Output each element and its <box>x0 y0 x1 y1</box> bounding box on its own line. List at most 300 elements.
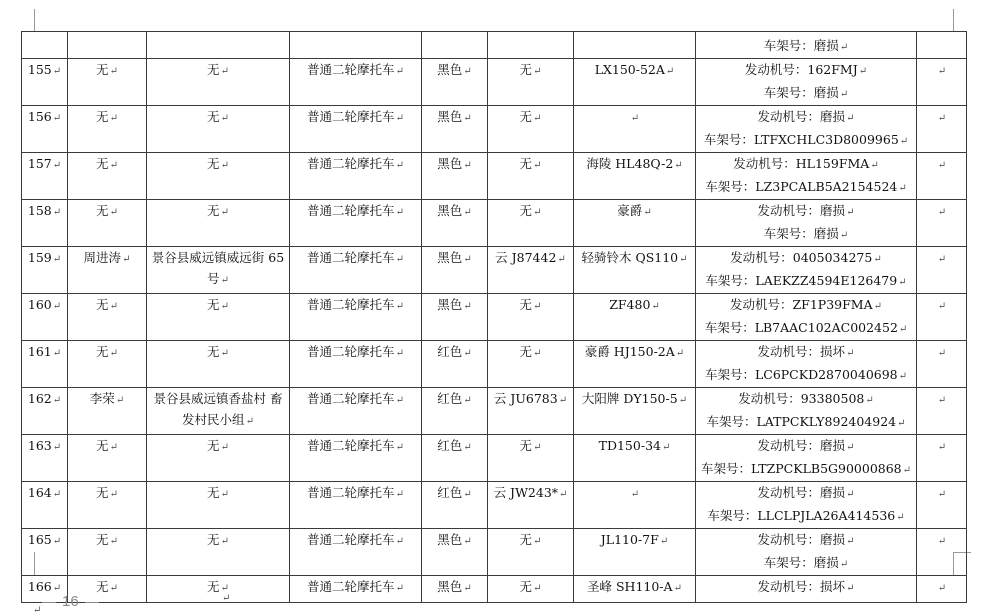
vin-line <box>698 82 914 105</box>
return-arrow-icon: ↵ <box>395 583 404 594</box>
cell-color-text: 黑色 <box>437 62 463 77</box>
cell-color <box>422 435 488 482</box>
cell-extra <box>917 576 967 603</box>
return-arrow-icon: ↵ <box>898 277 907 288</box>
cell-type <box>290 247 422 294</box>
cell-engine-vin <box>696 435 917 482</box>
engine-text: 发动机号：93380508 <box>738 391 865 406</box>
cell-owner <box>68 32 147 59</box>
cell-address <box>147 388 290 435</box>
cell-owner <box>68 59 147 106</box>
return-arrow-icon: ↵ <box>109 442 118 453</box>
return-arrow-icon: ↵ <box>839 89 849 100</box>
return-arrow-icon: ↵ <box>533 160 542 171</box>
cell-owner-text: 无 <box>96 344 109 359</box>
return-arrow-icon: ↵ <box>937 113 947 124</box>
return-arrow-icon: ↵ <box>937 301 947 312</box>
cell-address-text: 无 <box>207 109 220 124</box>
cell-color-text: 红色 <box>437 485 463 500</box>
return-arrow-icon: ↵ <box>220 583 229 594</box>
return-arrow-icon: ↵ <box>463 207 472 218</box>
return-arrow-icon: ↵ <box>463 301 472 312</box>
return-arrow-icon: ↵ <box>52 395 62 406</box>
return-arrow-icon: ↵ <box>533 301 542 312</box>
return-arrow-icon: ↵ <box>463 348 472 359</box>
cell-owner-text: 无 <box>96 485 109 500</box>
engine-line <box>698 153 914 176</box>
return-arrow-icon: ↵ <box>899 136 909 147</box>
return-arrow-icon: ↵ <box>52 442 62 453</box>
return-arrow-icon: ↵ <box>109 207 118 218</box>
cell-plate-text: 无 <box>519 156 533 171</box>
return-arrow-icon: ↵ <box>937 66 947 77</box>
return-arrow-icon: ↵ <box>109 583 118 594</box>
engine-text: 发动机号：损坏 <box>757 579 846 594</box>
cell-engine-vin <box>696 153 917 200</box>
return-arrow-icon: ↵ <box>395 536 404 547</box>
table-row <box>22 482 967 529</box>
cell-plate <box>488 200 574 247</box>
cell-model-text: JL110-7F <box>600 532 659 547</box>
cell-owner-text: 李荣 <box>89 391 115 406</box>
cell-plate <box>488 341 574 388</box>
return-arrow-icon: ↵ <box>870 160 879 171</box>
return-arrow-icon: ↵ <box>109 489 118 500</box>
return-arrow-icon: ↵ <box>220 442 229 453</box>
page-number-text: 16 <box>62 593 79 610</box>
cell-plate <box>488 247 574 294</box>
return-arrow-icon: ↵ <box>533 66 542 77</box>
cell-model <box>574 482 696 529</box>
table-row <box>22 294 967 341</box>
engine-line <box>698 529 914 552</box>
cell-no <box>22 32 68 59</box>
cell-color <box>422 576 488 603</box>
cell-color <box>422 482 488 529</box>
return-arrow-icon: ↵ <box>220 275 229 286</box>
cell-vin <box>696 32 917 59</box>
cell-extra <box>917 388 967 435</box>
cell-color <box>422 200 488 247</box>
cell-plate-text: 云 J87442 <box>495 250 557 265</box>
cell-owner-text: 无 <box>96 297 109 312</box>
cell-address-text: 无 <box>207 438 220 453</box>
cell-owner-text: 无 <box>96 532 109 547</box>
cell-no-text: 164 <box>27 485 52 500</box>
cell-address-text: 无 <box>207 156 220 171</box>
return-arrow-icon: ↵ <box>651 301 660 312</box>
return-arrow-icon: ↵ <box>52 254 62 265</box>
cell-owner-text: 无 <box>96 109 109 124</box>
return-arrow-icon: ↵ <box>846 113 855 124</box>
cell-model <box>574 435 696 482</box>
cell-model-text: ZF480 <box>609 297 651 312</box>
return-arrow-icon: ↵ <box>533 583 542 594</box>
cell-address <box>147 247 290 294</box>
engine-text: 发动机号：磨损 <box>757 485 846 500</box>
return-arrow-icon: ↵ <box>558 395 568 406</box>
cell-extra <box>917 294 967 341</box>
cell-model <box>574 294 696 341</box>
cell-type-text: 普通二轮摩托车 <box>307 391 395 406</box>
return-arrow-icon: ↵ <box>533 207 542 218</box>
cell-owner <box>68 106 147 153</box>
table-row <box>22 247 967 294</box>
cell-no-text: 162 <box>27 391 52 406</box>
cell-type-text: 普通二轮摩托车 <box>307 485 395 500</box>
cell-owner <box>68 388 147 435</box>
engine-line <box>698 294 914 317</box>
vin-line <box>698 411 914 434</box>
cell-type <box>290 32 422 59</box>
return-arrow-icon: ↵ <box>220 113 229 124</box>
cell-extra <box>917 247 967 294</box>
cell-owner-text: 无 <box>96 62 109 77</box>
cell-color-text: 黑色 <box>437 250 463 265</box>
cell-no <box>22 59 68 106</box>
return-arrow-icon: ↵ <box>839 559 849 570</box>
return-arrow-icon: ↵ <box>846 442 855 453</box>
cell-engine-vin <box>696 482 917 529</box>
cell-model <box>574 341 696 388</box>
return-arrow-icon: ↵ <box>395 442 404 453</box>
cell-type <box>290 435 422 482</box>
vin-text: 车架号：LC6PCKD2870040698 <box>704 367 898 382</box>
return-arrow-icon: ↵ <box>395 301 404 312</box>
cell-address <box>147 106 290 153</box>
cell-model <box>574 200 696 247</box>
engine-line <box>698 341 914 364</box>
cell-plate-text: 无 <box>519 203 533 218</box>
cell-plate <box>488 106 574 153</box>
return-arrow-icon: ↵ <box>222 593 231 604</box>
return-arrow-icon: ↵ <box>659 536 669 547</box>
vin-line <box>698 458 914 481</box>
cell-no <box>22 341 68 388</box>
cell-type-text: 普通二轮摩托车 <box>307 344 395 359</box>
return-arrow-icon: ↵ <box>463 583 472 594</box>
return-arrow-icon: ↵ <box>679 254 688 265</box>
cell-model <box>574 59 696 106</box>
return-arrow-icon: ↵ <box>630 489 640 500</box>
return-arrow-icon: ↵ <box>220 66 229 77</box>
cell-extra <box>917 529 967 576</box>
cell-type <box>290 59 422 106</box>
dash-left <box>42 602 56 603</box>
cell-no-text: 166 <box>27 579 52 594</box>
return-arrow-icon: ↵ <box>846 207 855 218</box>
return-arrow-icon: ↵ <box>109 66 118 77</box>
vin-text: 车架号：LZ3PCALB5A2154524 <box>705 179 898 194</box>
engine-line <box>698 247 914 270</box>
cell-type <box>290 294 422 341</box>
cell-type-text: 普通二轮摩托车 <box>307 438 395 453</box>
return-arrow-icon: ↵ <box>898 371 908 382</box>
return-arrow-icon: ↵ <box>559 489 568 500</box>
engine-line <box>698 106 914 129</box>
table-row <box>22 153 967 200</box>
cell-engine-vin <box>696 200 917 247</box>
cell-extra <box>917 435 967 482</box>
return-arrow-icon: ↵ <box>673 583 682 594</box>
cell-type-text: 普通二轮摩托车 <box>307 203 395 218</box>
return-arrow-icon: ↵ <box>463 160 472 171</box>
cell-owner <box>68 294 147 341</box>
cell-extra <box>917 59 967 106</box>
vin-line <box>698 270 914 293</box>
cell-extra <box>917 482 967 529</box>
vin-line <box>698 364 914 387</box>
engine-text: 发动机号：磨损 <box>757 109 846 124</box>
engine-text: 发动机号：0405034275 <box>730 250 873 265</box>
vin-line <box>698 552 914 575</box>
vin-line <box>698 223 914 246</box>
cell-address <box>147 32 290 59</box>
cell-type-text: 普通二轮摩托车 <box>307 109 395 124</box>
cell-model <box>574 576 696 603</box>
vin-line <box>698 505 914 528</box>
cell-address-text: 无 <box>207 344 220 359</box>
return-arrow-icon: ↵ <box>839 230 849 241</box>
vin-line <box>698 176 914 199</box>
cell-model-text: 圣峰 SH110-A <box>587 579 673 594</box>
return-arrow-icon: ↵ <box>674 160 683 171</box>
cell-model-text: 海陵 HL48Q-2 <box>586 156 674 171</box>
cell-address <box>147 576 290 603</box>
cell-plate <box>488 576 574 603</box>
vin-text: 车架号：LLCLPJLA26A414536 <box>707 508 896 523</box>
cell-no-text: 158 <box>27 203 52 218</box>
crop-mark-top-left-v <box>34 9 35 31</box>
cell-no <box>22 294 68 341</box>
cell-address-text: 景谷县威远镇香盐村 畜发村民小组 <box>153 391 283 427</box>
return-arrow-icon: ↵ <box>220 301 229 312</box>
cell-owner-text: 无 <box>96 203 109 218</box>
return-arrow-icon: ↵ <box>109 160 118 171</box>
cell-type <box>290 529 422 576</box>
cell-no-text: 157 <box>27 156 52 171</box>
cell-extra <box>917 32 967 59</box>
return-arrow-icon: ↵ <box>395 489 404 500</box>
cell-engine-vin <box>696 576 917 603</box>
cell-plate-text: 云 JU6783 <box>493 391 558 406</box>
engine-text: 发动机号：磨损 <box>757 532 846 547</box>
return-arrow-icon: ↵ <box>395 395 404 406</box>
vin-text: 车架号：磨损 <box>763 38 839 53</box>
return-arrow-icon: ↵ <box>557 254 566 265</box>
vin-line <box>698 317 914 340</box>
return-arrow-icon: ↵ <box>846 536 855 547</box>
cell-color <box>422 153 488 200</box>
return-arrow-icon: ↵ <box>395 66 404 77</box>
return-arrow-icon: ↵ <box>937 442 947 453</box>
cell-type <box>290 200 422 247</box>
cell-type-text: 普通二轮摩托车 <box>307 250 395 265</box>
table-row <box>22 200 967 247</box>
return-arrow-icon: ↵ <box>220 348 229 359</box>
return-arrow-icon: ↵ <box>675 348 685 359</box>
return-arrow-icon: ↵ <box>858 66 868 77</box>
return-arrow-icon: ↵ <box>395 254 404 265</box>
return-arrow-icon: ↵ <box>873 301 883 312</box>
cell-engine-vin <box>696 247 917 294</box>
table-row <box>22 106 967 153</box>
engine-line <box>698 59 914 82</box>
cell-extra <box>917 341 967 388</box>
cell-address-text: 无 <box>207 579 220 594</box>
crop-mark-top-right-v <box>953 9 954 31</box>
cell-type <box>290 153 422 200</box>
return-arrow-icon: ↵ <box>52 536 62 547</box>
return-arrow-icon: ↵ <box>937 348 947 359</box>
return-arrow-icon: ↵ <box>533 442 542 453</box>
cell-no <box>22 153 68 200</box>
cell-owner <box>68 200 147 247</box>
cell-extra <box>917 106 967 153</box>
cell-plate-text: 云 JW243* <box>493 485 559 500</box>
cell-engine-vin <box>696 106 917 153</box>
cell-type-text: 普通二轮摩托车 <box>307 579 395 594</box>
return-arrow-icon: ↵ <box>395 160 404 171</box>
cell-no-text: 155 <box>27 62 52 77</box>
return-arrow-icon: ↵ <box>463 254 472 265</box>
cell-color <box>422 341 488 388</box>
engine-text: 发动机号：ZF1P39FMA <box>729 297 873 312</box>
return-arrow-icon: ↵ <box>52 348 62 359</box>
cell-engine-vin <box>696 294 917 341</box>
cell-plate-text: 无 <box>519 62 533 77</box>
return-arrow-icon: ↵ <box>533 536 542 547</box>
cell-plate <box>488 294 574 341</box>
return-arrow-icon: ↵ <box>896 512 905 523</box>
cell-no-text: 161 <box>27 344 52 359</box>
return-arrow-icon: ↵ <box>937 254 947 265</box>
return-arrow-icon: ↵ <box>897 418 906 429</box>
return-arrow-icon: ↵ <box>33 605 42 616</box>
table-row <box>22 388 967 435</box>
cell-address <box>147 153 290 200</box>
cell-plate <box>488 59 574 106</box>
return-arrow-icon: ↵ <box>533 348 542 359</box>
cell-model <box>574 247 696 294</box>
cell-no <box>22 529 68 576</box>
return-arrow-icon: ↵ <box>395 348 404 359</box>
cell-owner-text: 无 <box>96 438 109 453</box>
cell-owner <box>68 529 147 576</box>
cell-model-text: 豪爵 <box>617 203 643 218</box>
cell-plate-text: 无 <box>519 344 533 359</box>
return-arrow-icon: ↵ <box>52 489 62 500</box>
cell-color-text: 黑色 <box>437 156 463 171</box>
return-arrow-icon: ↵ <box>898 183 907 194</box>
vin-text: 车架号：磨损 <box>763 85 839 100</box>
return-arrow-icon: ↵ <box>661 442 671 453</box>
cell-model <box>574 32 696 59</box>
cell-model-text: LX150-52A <box>594 62 665 77</box>
cell-plate <box>488 435 574 482</box>
cell-model-text: 轻骑铃木 QS110 <box>581 250 679 265</box>
return-arrow-icon: ↵ <box>630 113 640 124</box>
cell-address <box>147 294 290 341</box>
cell-no-text: 160 <box>27 297 52 312</box>
cell-owner <box>68 247 147 294</box>
cell-plate-text: 无 <box>519 297 533 312</box>
cell-address-text: 无 <box>207 62 220 77</box>
cell-engine-vin <box>696 341 917 388</box>
cell-plate <box>488 529 574 576</box>
cell-type-text: 普通二轮摩托车 <box>307 62 395 77</box>
cell-address-text: 无 <box>207 203 220 218</box>
return-arrow-icon: ↵ <box>463 66 472 77</box>
cell-color-text: 红色 <box>437 438 463 453</box>
return-arrow-icon: ↵ <box>109 348 118 359</box>
cell-owner <box>68 153 147 200</box>
cell-address <box>147 482 290 529</box>
table-row <box>22 529 967 576</box>
return-arrow-icon: ↵ <box>109 536 118 547</box>
cell-no-text: 159 <box>27 250 52 265</box>
return-arrow-icon: ↵ <box>937 207 947 218</box>
cell-address <box>147 529 290 576</box>
return-arrow-icon: ↵ <box>678 395 688 406</box>
cell-extra <box>917 153 967 200</box>
cell-color <box>422 247 488 294</box>
cell-no-text: 163 <box>27 438 52 453</box>
cell-plate <box>488 388 574 435</box>
cell-model <box>574 153 696 200</box>
engine-text: 发动机号：损坏 <box>757 344 846 359</box>
cell-color <box>422 529 488 576</box>
engine-text: 发动机号：磨损 <box>757 203 846 218</box>
return-arrow-icon: ↵ <box>52 160 62 171</box>
return-arrow-icon: ↵ <box>643 207 652 218</box>
return-arrow-icon: ↵ <box>52 207 62 218</box>
cell-model <box>574 388 696 435</box>
cell-no <box>22 200 68 247</box>
cell-no <box>22 247 68 294</box>
cell-model-text: 豪爵 HJ150-2A <box>584 344 675 359</box>
return-arrow-icon: ↵ <box>52 583 62 594</box>
cell-color <box>422 106 488 153</box>
return-arrow-icon: ↵ <box>395 113 404 124</box>
return-arrow-icon: ↵ <box>846 489 855 500</box>
cell-type-text: 普通二轮摩托车 <box>307 297 395 312</box>
cell-type <box>290 482 422 529</box>
engine-line <box>698 200 914 223</box>
cell-color-text: 黑色 <box>437 579 463 594</box>
return-arrow-icon: ↵ <box>865 395 874 406</box>
engine-text: 发动机号：磨损 <box>757 438 846 453</box>
cell-type <box>290 106 422 153</box>
vin-text: 车架号：LATPCKLY892404924 <box>706 414 897 429</box>
return-arrow-icon: ↵ <box>109 113 118 124</box>
cell-color <box>422 59 488 106</box>
cell-color-text: 黑色 <box>437 203 463 218</box>
cell-color-text: 红色 <box>437 344 463 359</box>
cell-plate-text: 无 <box>519 438 533 453</box>
return-arrow-icon: ↵ <box>122 254 131 265</box>
cell-address-text: 无 <box>207 485 220 500</box>
cell-address-text: 景谷县威远镇威远街 65 号 <box>151 250 285 286</box>
cell-no-text: 156 <box>27 109 52 124</box>
cell-owner <box>68 435 147 482</box>
return-arrow-icon: ↵ <box>937 395 947 406</box>
cell-type <box>290 341 422 388</box>
return-arrow-icon: ↵ <box>463 536 472 547</box>
cell-color-text: 黑色 <box>437 297 463 312</box>
cell-owner-text: 周进涛 <box>83 250 122 265</box>
cell-no <box>22 482 68 529</box>
